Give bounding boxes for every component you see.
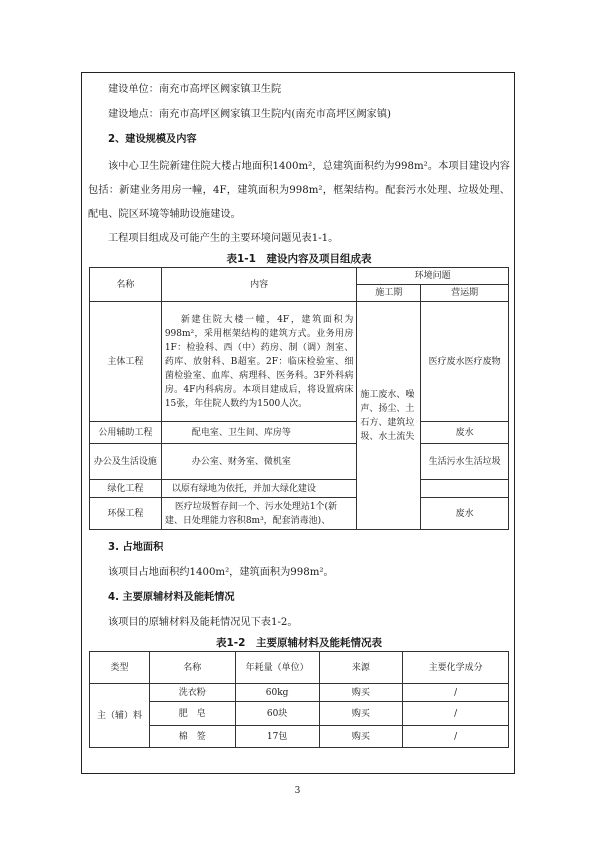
- t1-row-name: 主体工程: [90, 302, 162, 422]
- t2-row-source: 购买: [319, 684, 403, 702]
- table-2-caption: 表1-2 主要原辅材料及能耗情况表: [216, 637, 382, 649]
- t1-row-name: 公用辅助工程: [90, 422, 162, 444]
- paragraph-materials-ref: 该项目的原辅材料及能耗情况见下表1-2。: [108, 617, 298, 628]
- document-body: [88, 78, 510, 748]
- t1-header-construction: 施工期: [357, 285, 421, 302]
- t1-row-operation: 废水: [421, 498, 509, 530]
- t2-row-chem: /: [403, 726, 509, 748]
- section-3-title: 3. 占地面积: [108, 542, 164, 553]
- t1-row-content: 医疗垃圾暂存间一个、污水处理站1个(新建、日处理能力容积8m³，配套消毒池)、: [161, 498, 357, 530]
- table-1: [89, 267, 509, 530]
- t1-header-operation: 营运期: [421, 285, 509, 302]
- t1-row-name: 办公及生活设施: [90, 444, 162, 480]
- section-2-title: 2、建设规模及内容: [108, 134, 197, 145]
- t2-row-name: 棉 签: [149, 726, 235, 748]
- t2-header-chem: 主要化学成分: [403, 652, 509, 684]
- t1-row-name: 绿化工程: [90, 480, 162, 498]
- t1-row-operation: 生活污水生活垃圾: [421, 444, 509, 480]
- t1-row-name: 环保工程: [90, 498, 162, 530]
- paragraph-scale: 该中心卫生院新建住院大楼占地面积1400m²，总建筑面积约为998m²。本项目建设内容包括：新建业务用房一幢，4F，建筑面积为998m²，框架结构。配套污水处理、垃圾处理、配电、院区环境等辅助设施建设。: [88, 161, 510, 220]
- paragraph-land-area: 该项目占地面积约1400m²，建筑面积为998m²。: [108, 567, 334, 578]
- t1-row-content: 以原有绿地为依托，并加大绿化建设: [161, 480, 357, 498]
- t1-row-content: 配电室、卫生间、库房等: [161, 422, 357, 444]
- t1-row-content: 新建住院大楼一幢，4F，建筑面积为998m²，采用框架结构的建筑方式。业务用房1F：检验科、西（中）药房、制（调）剂室、药库、放射科、B超室。2F：临床检验室、细菌检验室、血库、病理科、医务科。3F外科病房。4F内科病房。本项目建成后，将设置病床15张，年住院人数约为1500人次。: [161, 302, 357, 422]
- t2-header-source: 来源: [319, 652, 403, 684]
- t2-row-chem: /: [403, 684, 509, 702]
- t2-header-type: 类型: [90, 652, 150, 684]
- t2-row-source: 购买: [319, 726, 403, 748]
- t2-row-source: 购买: [319, 702, 403, 726]
- t2-row-name: 肥 皂: [149, 702, 235, 726]
- t1-row-content: 办公室、财务室、微机室: [161, 444, 357, 480]
- t2-row-amount: 17包: [235, 726, 319, 748]
- t2-type-label: 主（辅）料: [90, 684, 150, 748]
- paragraph-table-ref: 工程项目组成及可能产生的主要环境问题见表1-1。: [108, 233, 339, 244]
- t2-row-name: 洗衣粉: [149, 684, 235, 702]
- construction-unit: 建设单位：南充市高坪区阙家镇卫生院: [108, 84, 282, 95]
- table-2: [89, 651, 509, 748]
- t2-row-amount: 60块: [235, 702, 319, 726]
- page-number: 3: [294, 786, 301, 796]
- table-1-caption: 表1-1 建设内容及项目组成表: [226, 253, 372, 265]
- section-4-title: 4. 主要原辅材料及能耗情况: [108, 592, 235, 603]
- t1-row-operation: 医疗废水医疗废物: [421, 302, 509, 422]
- t2-row-amount: 60kg: [235, 684, 319, 702]
- t1-construction-issues: 施工废水、噪声、扬尘、土石方、建筑垃圾、水土流失: [357, 302, 421, 530]
- t2-header-name: 名称: [149, 652, 235, 684]
- t1-header-name: 名称: [90, 268, 162, 302]
- t2-row-chem: /: [403, 702, 509, 726]
- t2-header-amount: 年耗量（单位）: [235, 652, 319, 684]
- t1-header-env: 环境问题: [357, 268, 509, 285]
- construction-site: 建设地点：南充市高坪区阙家镇卫生院内(南充市高坪区阙家镇): [108, 109, 392, 120]
- t1-row-operation: [421, 480, 509, 498]
- t1-row-operation: 废水: [421, 422, 509, 444]
- t1-header-content: 内容: [161, 268, 357, 302]
